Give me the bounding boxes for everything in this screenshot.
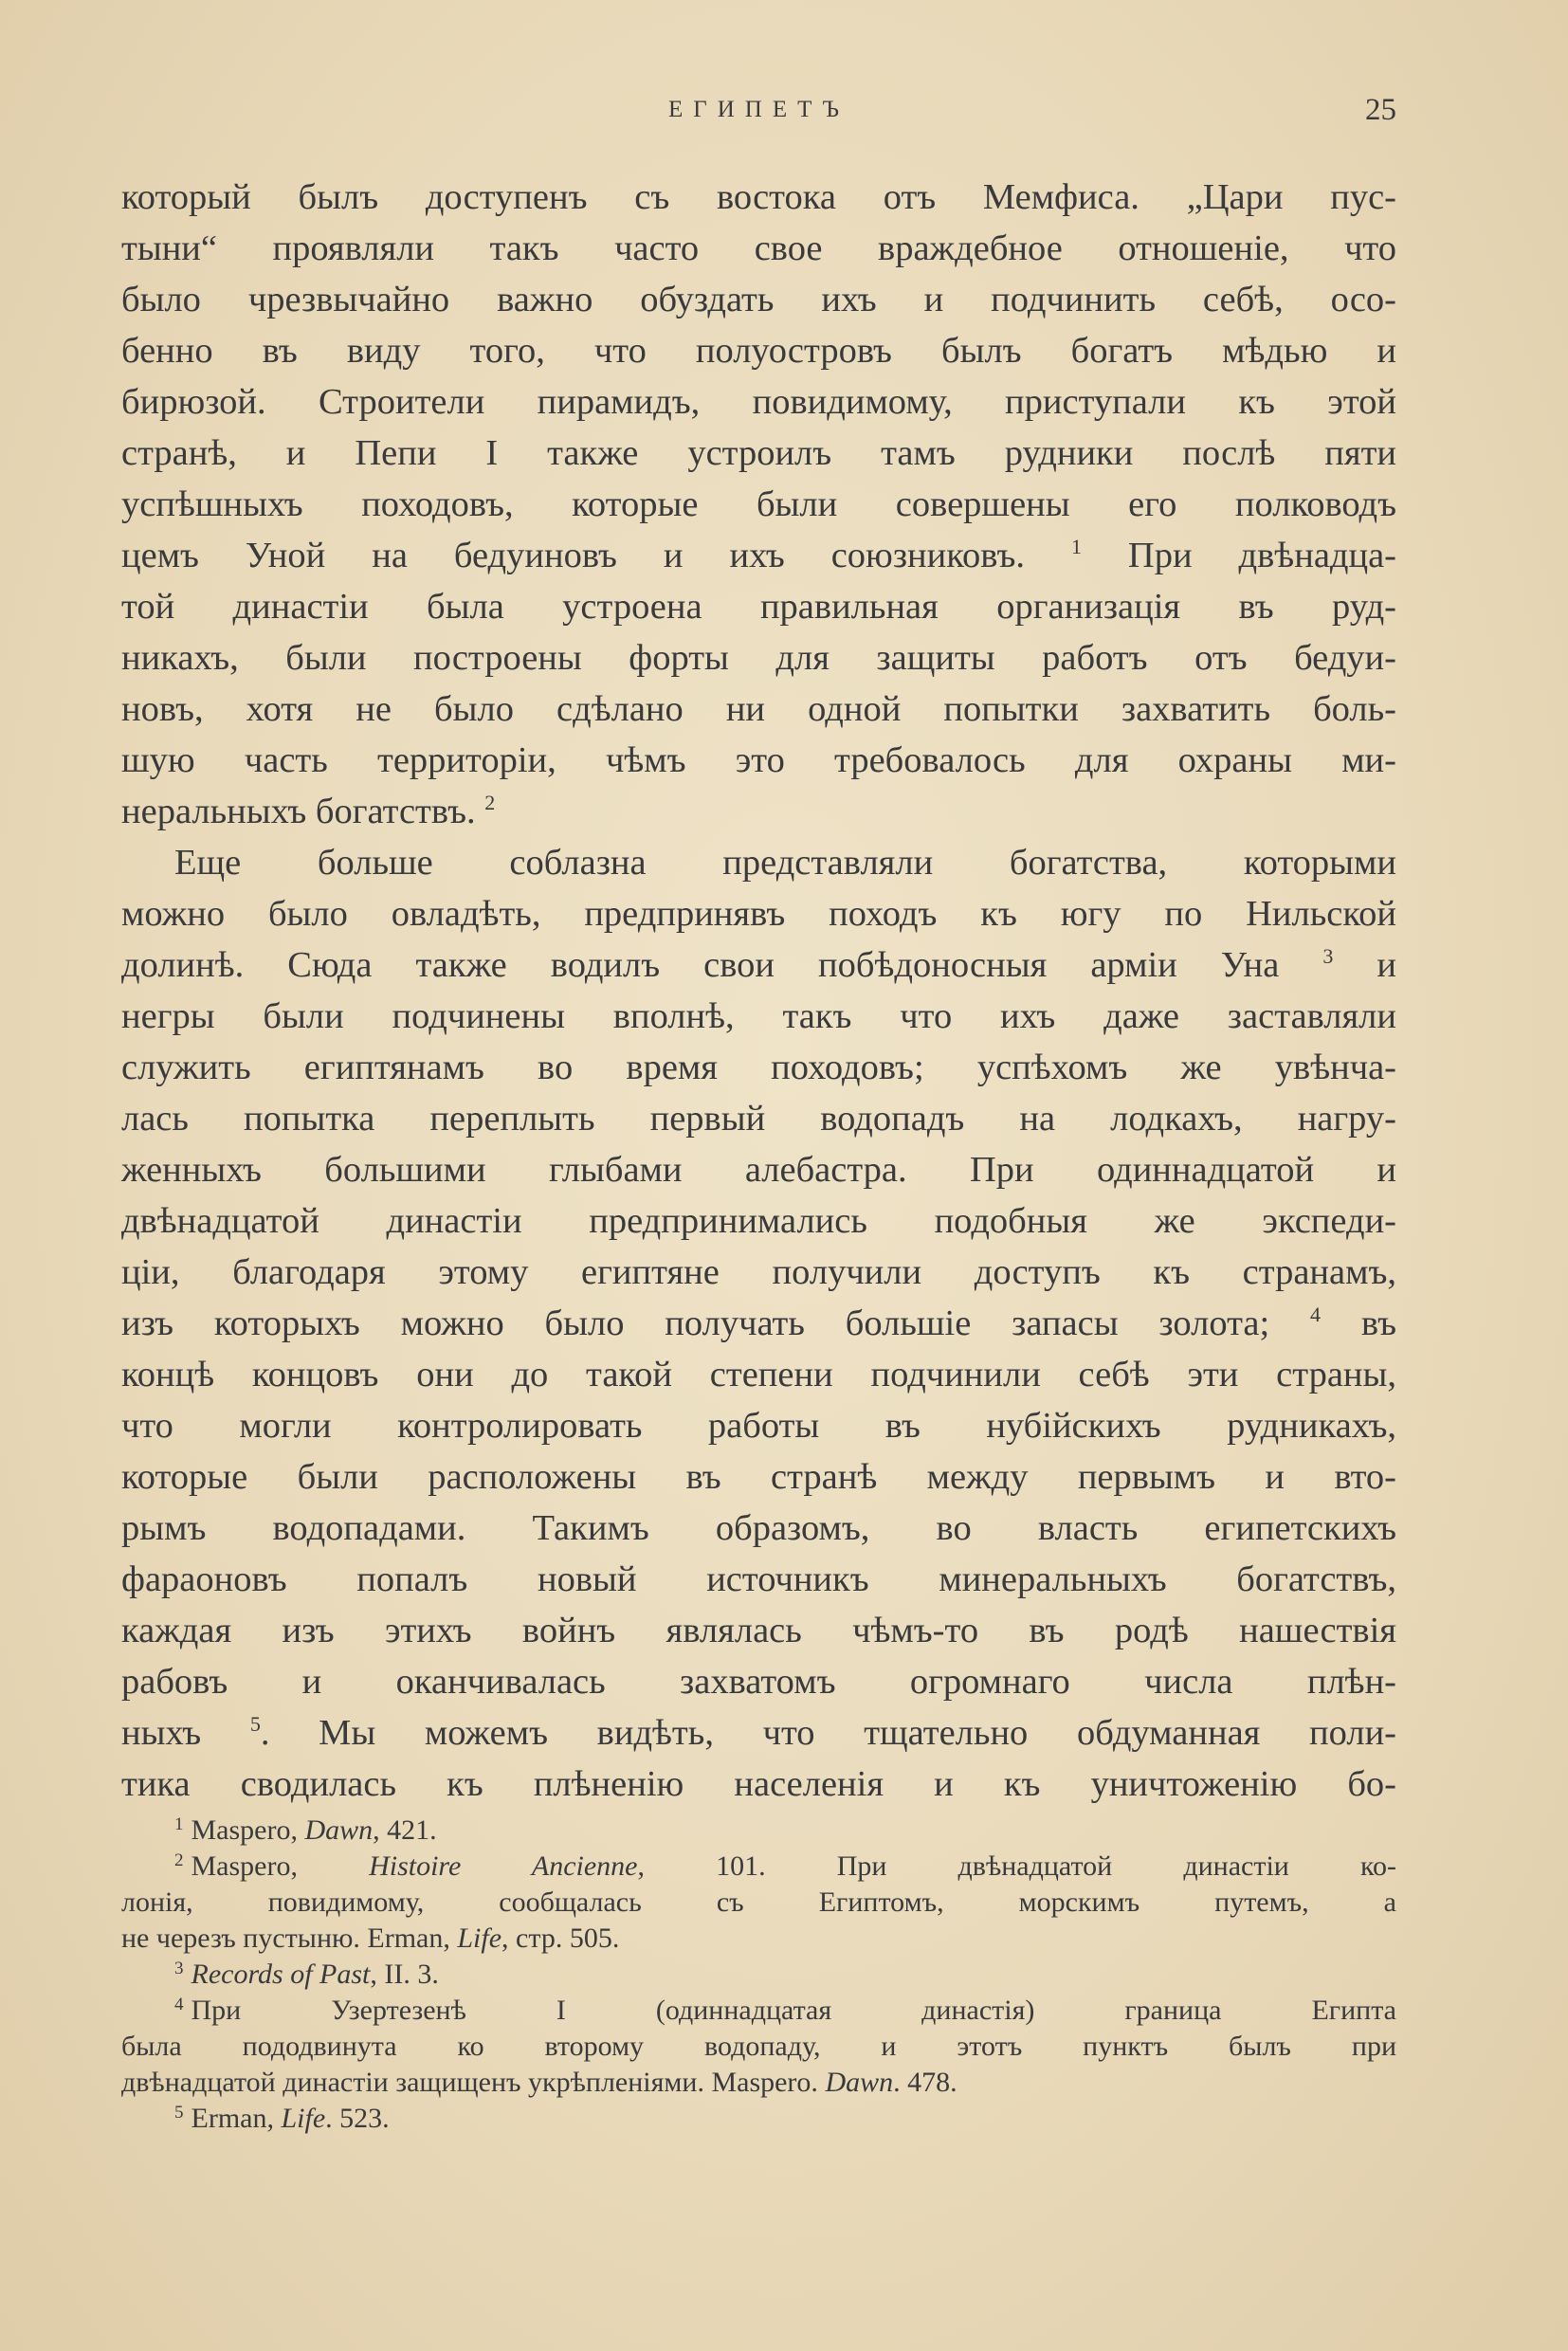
body-line: который былъ доступенъ съ востока отъ Мемфиса. „Цари пус- bbox=[121, 177, 1396, 217]
running-title: ЕГИПЕТЪ bbox=[667, 97, 850, 122]
body-line: ныхъ $^5$. Мы можемъ видѣть, что тщательно обдуманная поли- bbox=[121, 1712, 1397, 1753]
page-number: 25 bbox=[1365, 93, 1396, 127]
body-line: тыни“ проявляли такъ часто свое враждебное отношеніе, что bbox=[121, 228, 1396, 268]
footnote-5: $^5$ Erman, Life. 523. bbox=[174, 2103, 390, 2134]
body-line: бенно въ виду того, что полуостровъ былъ богатъ мѣдью и bbox=[121, 331, 1396, 371]
body-line: бирюзой. Строители пирамидъ, повидимому, приступали къ этой bbox=[121, 382, 1396, 422]
body-line: тика сводилась къ плѣненію населенія и къ уничтоженію бо- bbox=[121, 1764, 1396, 1804]
body-line: цемъ Уной на бедуиновъ и ихъ союзниковъ. $^1$ При двѣнадца- bbox=[121, 535, 1397, 575]
body-line: было чрезвычайно важно обуздать ихъ и подчинить себѣ, осо- bbox=[121, 280, 1396, 319]
body-line: лась попытка переплыть первый водопадъ на лодкахъ, нагру- bbox=[121, 1099, 1396, 1139]
body-line: изъ которыхъ можно было получать большіе запасы золота; $^4$ въ bbox=[121, 1303, 1396, 1343]
footnote-2: $^2$ Maspero, Histoire Ancienne, 101. При двѣнадцатой династіи ко- bbox=[174, 1850, 1396, 1882]
body-line: странѣ, и Пепи I также устроилъ тамъ рудники послѣ пяти bbox=[121, 433, 1396, 473]
footnote-marker: 2 bbox=[484, 791, 496, 814]
body-line: женныхъ большими глыбами алебастра. При одиннадцатой и bbox=[121, 1150, 1396, 1190]
footnote-marker: 3 bbox=[1322, 944, 1334, 968]
body-line: Еще больше соблазна представляли богатства, которыми bbox=[174, 843, 1396, 883]
body-line: служить египтянамъ во время походовъ; успѣхомъ же увѣнча- bbox=[121, 1048, 1396, 1087]
body-line: долинѣ. Сюда также водилъ свои побѣдоносныя арміи Уна $^3$ и bbox=[121, 944, 1397, 985]
body-line: двѣнадцатой династіи предпринимались подобныя же экспеди- bbox=[121, 1201, 1396, 1241]
footnote-1: $^1$ Maspero, Dawn, 421. bbox=[174, 1814, 437, 1846]
footnote-4-line: двѣнадцатой династіи защищенъ укрѣпленіями. Maspero. Dawn. 478. bbox=[121, 2067, 957, 2098]
body-line: успѣшныхъ походовъ, которые были совершены его полководъ bbox=[121, 484, 1396, 524]
body-line: рабовъ и оканчивалась захватомъ огромнаго числа плѣн- bbox=[121, 1662, 1396, 1702]
body-line: новъ, хотя не было сдѣлано ни одной попытки захватить боль- bbox=[121, 689, 1396, 729]
body-line: шую часть территоріи, чѣмъ это требовалось для охраны ми- bbox=[121, 740, 1396, 780]
footnote-3: $^3$ Records of Past, II. 3. bbox=[174, 1959, 439, 1990]
body-line: что могли контролировать работы въ нубійскихъ рудникахъ, bbox=[121, 1406, 1396, 1446]
footnotes bbox=[121, 1813, 1396, 2137]
body-line: можно было овладѣть, предпринявъ походъ къ югу по Нильской bbox=[121, 894, 1396, 934]
footnote-4-line: была пододвинута ко второму водопаду, и этотъ пунктъ былъ при bbox=[121, 2031, 1396, 2062]
footnote-marker: 5 bbox=[249, 1712, 261, 1736]
footnote-2-line: не черезъ пустыню. Erman, Life, стр. 505. bbox=[121, 1923, 620, 1954]
body-line: ціи, благодаря этому египтяне получили доступъ къ странамъ, bbox=[121, 1252, 1396, 1292]
footnote-marker: 4 bbox=[1310, 1303, 1322, 1326]
body-text bbox=[121, 172, 1396, 1810]
body-line: каждая изъ этихъ войнъ являлась чѣмъ-то въ родѣ нашествія bbox=[121, 1611, 1396, 1650]
footnote-2-line: лонія, повидимому, сообщалась съ Египтомъ, морскимъ путемъ, а bbox=[121, 1886, 1396, 1918]
body-line: фараоновъ попалъ новый источникъ минеральныхъ богатствъ, bbox=[121, 1559, 1396, 1599]
body-line: рымъ водопадами. Такимъ образомъ, во власть египетскихъ bbox=[121, 1508, 1396, 1548]
footnote-4: $^4$ При Узертезенѣ I (одиннадцатая династія) граница Египта bbox=[174, 1995, 1396, 2026]
running-head bbox=[121, 93, 1396, 131]
body-line: той династіи была устроена правильная организація въ руд- bbox=[121, 587, 1396, 627]
footnote-marker: 1 bbox=[1070, 535, 1082, 558]
body-line: которые были расположены въ странѣ между первымъ и вто- bbox=[121, 1457, 1396, 1497]
body-line: негры были подчинены вполнѣ, такъ что ихъ даже заставляли bbox=[121, 996, 1396, 1036]
body-line: концѣ концовъ они до такой степени подчинили себѣ эти страны, bbox=[121, 1355, 1396, 1394]
body-line: неральныхъ богатствъ. $^2$ bbox=[121, 791, 496, 831]
body-line: никахъ, были построены форты для защиты работъ отъ бедуи- bbox=[121, 638, 1396, 678]
